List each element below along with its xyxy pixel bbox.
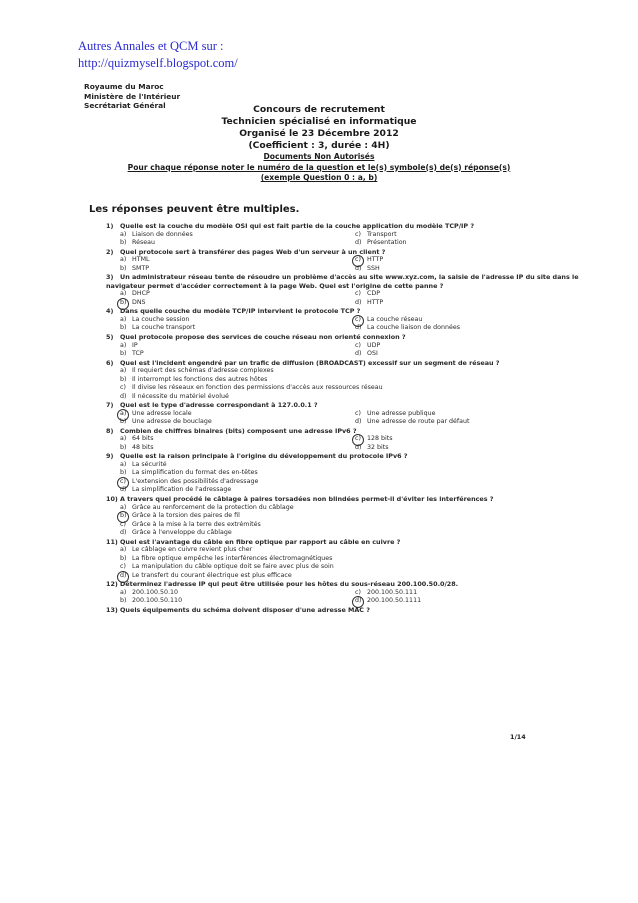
question-number: 5) — [106, 332, 114, 341]
option-d: d) Une adresse de route par défaut — [355, 418, 470, 426]
option-d: d) Grâce à l'enveloppe du câblage — [120, 529, 232, 537]
org-line-ministry: Ministère de l'Intérieur — [84, 91, 181, 101]
option-d: d) Il nécessite du matériel évolué — [120, 392, 229, 400]
option-b: b) TCP — [120, 350, 144, 358]
option-a: a) DHCP — [120, 290, 150, 298]
option-c: c) UDP — [355, 341, 381, 349]
option-d: d) 32 bits — [355, 443, 389, 451]
option-d: d) Présentation — [355, 239, 407, 247]
option-a: a) 64 bits — [120, 435, 154, 443]
option-a: a) La couche session — [120, 315, 190, 323]
exam-header — [0, 104, 638, 184]
option-c: c) CDP — [355, 290, 381, 298]
multiple-answers-title: Les réponses peuvent être multiples. — [89, 204, 300, 215]
question-1 — [106, 222, 606, 248]
option-c: c) Grâce à la mise à la terre des extrémités — [120, 520, 261, 528]
question-number: 11) — [106, 537, 118, 546]
question-number: 12) — [106, 580, 118, 589]
question-5 — [106, 333, 606, 359]
option-d: d) La couche liaison de données — [355, 324, 460, 332]
option-b: b) Une adresse de bouclage — [120, 418, 212, 426]
org-line-secretariat: Secrétariat Général — [84, 101, 166, 110]
option-b-circled: b) Grâce à la torsion des paires de fil — [120, 512, 240, 520]
question-number: 9) — [106, 452, 114, 461]
option-b: b) La simplification du format des en-têtes — [120, 469, 258, 477]
option-b: b) 200.100.50.110 — [120, 597, 183, 605]
question-text: Quel protocole propose des services de couche réseau non orienté connexion ? — [120, 332, 406, 341]
question-10 — [106, 495, 606, 538]
option-c: c) Une adresse publique — [355, 409, 436, 417]
header-documents: Documents Non Autorisés — [263, 152, 375, 161]
option-a: a) IP — [120, 341, 138, 349]
question-12 — [106, 580, 606, 606]
option-c-circled: c) La couche réseau — [355, 315, 423, 323]
option-c: c) La manipulation du câble optique doit se faire avec plus de soin — [120, 563, 334, 571]
option-d: d) HTTP — [355, 298, 384, 306]
option-b: b) Il interrompt les fonctions des autres hôtes — [120, 375, 268, 383]
question-text: A travers quel procédé le câblage à paires torsadées non blindées permet-il d'éviter les interférences ? — [120, 494, 494, 503]
question-number: 7) — [106, 401, 114, 410]
option-a: a) Liaison de données — [120, 230, 193, 238]
source-url-link[interactable]: http://quizmyself.blogspot.com/ — [78, 56, 238, 70]
question-text: Déterminez l'adresse IP qui peut être utilisée pour les hôtes du sous-réseau 200.100.50.0/28. — [120, 580, 459, 589]
option-b: b) 48 bits — [120, 443, 154, 451]
question-number: 13) — [106, 605, 118, 614]
question-3 — [106, 273, 606, 307]
question-number: 1) — [106, 222, 114, 230]
question-text: Quel est l'incident engendré par un trafic de diffusion (BROADCAST) excessif sur un segment de réseau ? — [120, 358, 500, 367]
option-a: a) Grâce au renforcement de la protection du câblage — [120, 503, 294, 511]
option-a: a) HTML — [120, 256, 150, 264]
question-text: Quelle est la raison principale à l'origine du développement du protocole IPv6 ? — [120, 452, 408, 461]
question-list — [106, 222, 606, 614]
header-date: Organisé le 23 Décembre 2012 — [239, 128, 399, 139]
question-6 — [106, 359, 606, 402]
question-text: Un administrateur réseau tente de résoudre un problème d'accès au site www.xyz.com, la saisie de l'adresse IP du site dans le navigateur permet d'accéder correctement à la page Web. Quel est l'origine de cette panne ? — [106, 273, 579, 290]
source-caption: Autres Annales et QCM sur : — [78, 39, 224, 53]
source-link-block — [78, 38, 238, 72]
option-b: b) SMTP — [120, 264, 150, 272]
option-c-circled: c) HTTP — [355, 256, 384, 264]
header-coefficient: (Coefficient : 3, durée : 4H) — [248, 140, 390, 151]
page-number: 1/14 — [510, 733, 526, 741]
option-b: b) La fibre optique empêche les interférences électromagnétiques — [120, 554, 333, 562]
option-c: c) 200.100.50.111 — [355, 588, 418, 596]
option-b-circled: b) DNS — [120, 298, 146, 306]
option-c-circled: c) L'extension des possibilités d'adressage — [120, 477, 259, 485]
question-text: Quel est l'avantage du câble en fibre optique par rapport au câble en cuivre ? — [120, 537, 401, 546]
question-7 — [106, 401, 606, 427]
option-d: d) La simplification de l'adressage — [120, 486, 232, 494]
option-b: b) Réseau — [120, 239, 155, 247]
question-text: Quels équipements du schéma doivent disposer d'une adresse MAC ? — [120, 605, 370, 614]
option-c-circled: c) 128 bits — [355, 435, 393, 443]
option-a: a) Il requiert des schémas d'adresse complexes — [120, 367, 274, 375]
option-b: b) La couche transport — [120, 324, 196, 332]
question-text: Quel protocole sert à transférer des pages Web d'un serveur à un client ? — [120, 247, 386, 256]
option-d: d) OSI — [355, 350, 378, 358]
question-number: 2) — [106, 247, 114, 256]
option-a: a) Le câblage en cuivre revient plus cher — [120, 546, 253, 554]
option-d-circled: d) 200.100.50.1111 — [355, 597, 422, 605]
question-number: 6) — [106, 358, 114, 367]
header-contest: Concours de recrutement — [253, 104, 385, 115]
header-instructions: Pour chaque réponse noter le numéro de la question et le(s) symbole(s) de(s) réponse(s) — [127, 162, 511, 172]
org-line-kingdom: Royaume du Maroc — [84, 82, 164, 91]
question-text: Dans quelle couche du modèle TCP/IP intervient le protocole TCP ? — [120, 307, 361, 316]
question-text: Combien de chiffres binaires (bits) composent une adresse IPv6 ? — [120, 426, 357, 435]
question-number: 4) — [106, 307, 114, 316]
option-a: a) 200.100.50.10 — [120, 588, 179, 596]
option-c: c) Transport — [355, 230, 397, 238]
option-d-circled: d) Le transfert du courant électrique est plus efficace — [120, 571, 292, 579]
question-number: 3) — [106, 273, 114, 282]
header-example: (exemple Question 0 : a, b) — [260, 173, 378, 182]
option-a-circled: a) Une adresse locale — [120, 409, 192, 417]
question-11 — [106, 538, 606, 581]
option-a: a) La sécurité — [120, 460, 167, 468]
question-8 — [106, 427, 606, 453]
question-9 — [106, 452, 606, 495]
question-text: Quel est le type d'adresse correspondant à 127.0.0.1 ? — [120, 401, 318, 410]
question-number: 8) — [106, 426, 114, 435]
question-2 — [106, 248, 606, 274]
question-number: 10) — [106, 494, 118, 503]
option-d: d) SSH — [355, 264, 380, 272]
question-4 — [106, 307, 606, 333]
header-position: Technicien spécialisé en informatique — [221, 116, 417, 127]
option-c: c) Il divise les réseaux en fonction des permissions d'accès aux ressources réseau — [120, 384, 383, 392]
question-text: Quelle est la couche du modèle OSI qui est fait partie de la couche application du modèle TCP/IP ? — [120, 222, 475, 230]
